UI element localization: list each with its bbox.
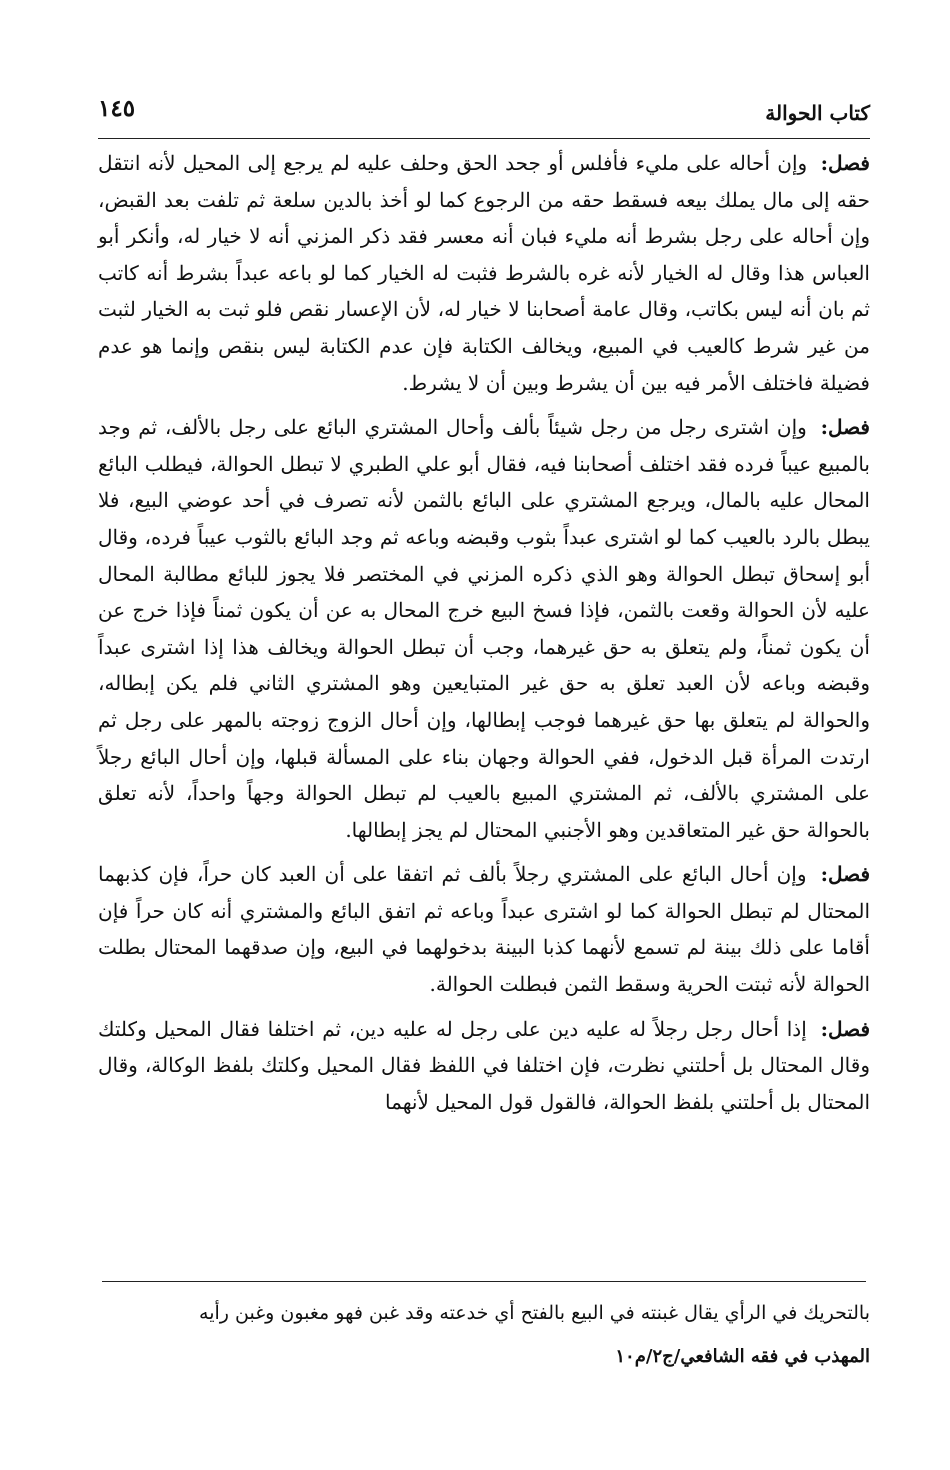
section-text: وإن أحال البائع على المشتري رجلاً بألف ثم اتفقا على أن العبد كان حراً، فإن كذبهما المحتال لم تبطل الحوالة كما لو اشترى عبداً وباعه ثم اتفق البائع والمشتري أنه كان حراً فإن أقاما على ذلك بينة لم تسمع لأنهما كذبا البينة بدخولهما في البيع، وإن صدقهما المحتال بطلت الحوالة لأنه ثبتت الحرية وسقط الثمن فبطلت الحوالة. — [98, 862, 870, 997]
section-text: وإن أحاله على مليء فأفلس أو جحد الحق وحلف عليه لم يرجع إلى المحيل لأنه انتقل حقه إلى مال يملك بيعه فسقط حقه من الرجوع كما لو أخذ بالدين سلعة ثم تلفت بعد القبض، وإن أحاله على رجل بشرط أنه مليء فبان أنه معسر فقد ذكر المزني أنه لا خيار له، وأنكر أبو العباس هذا وقال له الخيار لأنه غره بالشرط فثبت له الخيار كما لو باعه عبداً بشرط أنه كاتب ثم بان أنه ليس بكاتب، وقال عامة أصحابنا لا خيار له، لأن الإعسار نقص فلو ثبت به الخيار لثبت من غير شرط كالعيب في المبيع، ويخالف الكتابة فإن عدم الكتابة ليس بنقص وإنما هو عدم فضيلة فاختلف الأمر فيه بين أن يشرط وبين أن لا يشرط. — [98, 151, 870, 395]
section-label: فصل: — [820, 1016, 871, 1041]
footnote-divider — [102, 1281, 866, 1282]
section-paragraph — [98, 856, 870, 1002]
section-paragraph — [98, 1011, 870, 1121]
book-title: كتاب الحوالة — [765, 101, 870, 125]
running-header — [98, 95, 870, 135]
section-label: فصل: — [820, 862, 871, 887]
section-paragraph — [98, 145, 870, 401]
main-text — [98, 145, 870, 1128]
footnote: بالتحريك في الرأي يقال غبنته في البيع بالفتح أي خدعته وقد غبن فهو مغبون وغبن رأيه — [199, 1302, 870, 1324]
section-label: فصل: — [820, 415, 870, 440]
section-text: وإن اشترى رجل من رجل شيئاً بألف وأحال المشتري البائع على رجل بالألف، ثم وجد بالمبيع عيباً فرده فقد اختلف أصحابنا فيه، فقال أبو علي الطبري لا تبطل الحوالة، فيطلب البائع المحال عليه بالمال، ويرجع المشتري على البائع بالثمن لأنه تصرف في أحد عوضي البيع، فلا يبطل بالرد بالعيب كما لو اشترى عبداً بثوب وقبضه وباعه ثم وجد البائع بالثوب عيباً فرده، وقال أبو إسحاق تبطل الحوالة وهو الذي ذكره المزني في المختصر فلا يجوز للبائع مطالبة المحال عليه لأن الحوالة وقعت بالثمن، فإذا فسخ البيع خرج المحال به عن أن يكون ثمناً فإذا خرج عن أن يكون ثمناً، ولم يتعلق به حق غيرهما، وجب أن تبطل الحوالة ويخالف هذا إذا اشترى عبداً وقبضه وباعه لأن العبد تعلق به حق غير المتبايعين وهو المشتري الثاني فلم يكن إبطاله، والحوالة لم يتعلق بها حق غيرهما فوجب إبطالها، وإن أحال الزوج زوجته بالمهر على رجل ثم ارتدت المرأة قبل الدخول، ففي الحوالة وجهان بناء على المسألة قبلها، وإن أحال البائع رجلاً على المشتري بالألف، ثم المشتري المبيع بالعيب لم تبطل الحوالة وجهاً واحداً، لأنه تعلق بالحوالة حق غير المتعاقدين وهو الأجنبي المحتال لم يجز إبطالها. — [98, 415, 871, 842]
section-text: إذا أحال رجل رجلاً له عليه دين على رجل له عليه دين، ثم اختلفا فقال المحيل وكلتك وقال المحتال بل أحلتني نظرت، فإن اختلفا في اللفظ فقال المحيل وكلتك بلفظ الوكالة، وقال المحتال بل أحلتني بلفظ الحوالة، فالقول قول المحيل لأنهما — [98, 1016, 870, 1114]
printer-signature: المهذب في فقه الشافعي/ج٢/م١٠ — [615, 1346, 870, 1367]
section-paragraph — [98, 409, 870, 848]
header-divider — [98, 138, 870, 139]
page-number: ١٤٥ — [98, 95, 136, 122]
section-label: فصل: — [820, 151, 870, 175]
